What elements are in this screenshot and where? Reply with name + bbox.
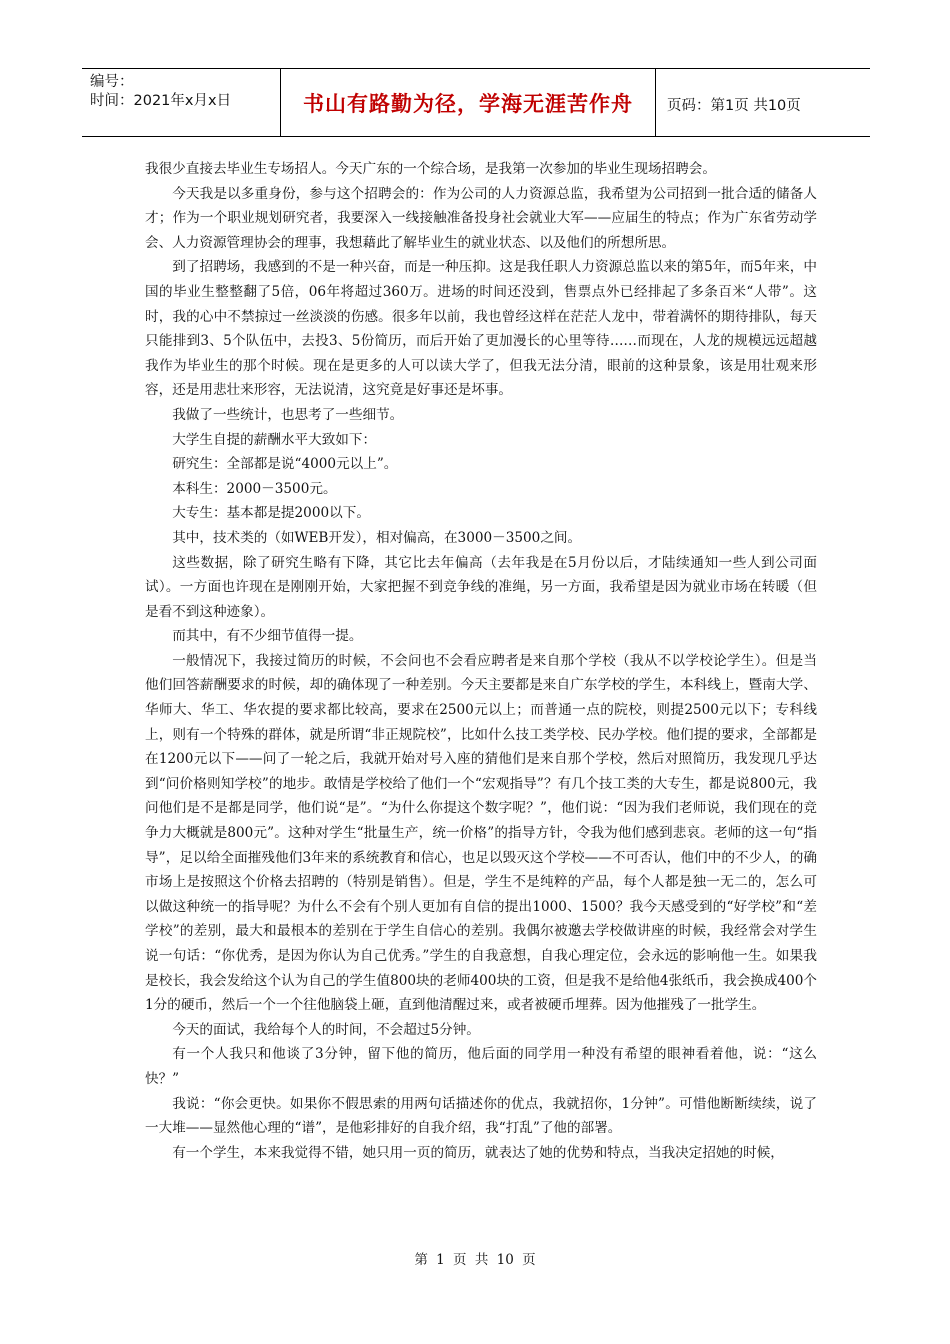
paragraph: 今天的面试，我给每个人的时间，不会超过5分钟。 bbox=[172, 1021, 480, 1038]
paragraph: 我很少直接去毕业生专场招人。今天广东的一个综合场，是我第一次参加的毕业生现场招聘会。 bbox=[145, 161, 716, 177]
paragraph: 我说：“你会更快。如果你不假思索的用两句话描述你的优点，我就招你，1分钟”。可惜他断断续续，说了一大堆——显然他心理的“谱”，是他彩排好的自我介绍，我“打乱”了他的部署。 bbox=[145, 1095, 817, 1137]
paragraph: 有一个学生，本来我觉得不错，她只用一页的简历，就表达了她的优势和特点，当我决定招她的时候， bbox=[172, 1144, 784, 1161]
paragraph: 其中，技术类的（如WEB开发），相对偏高，在3000－3500之间。 bbox=[172, 529, 582, 546]
paragraph: 大专生：基本都是提2000以下。 bbox=[172, 505, 370, 522]
paragraph: 研究生：全部都是说“4000元以上”。 bbox=[172, 456, 398, 473]
header-meta bbox=[90, 73, 280, 111]
paragraph: 而其中，有不少细节值得一提。 bbox=[172, 628, 363, 645]
paragraph: 今天我是以多重身份，参与这个招聘会的：作为公司的人力资源总监，我希望为公司招到一批合适的储备人才；作为一个职业规划研究者，我要深入一线接触准备投身社会就业大军——应届生的特点；作为广东省劳动学会、人力资源管理协会的理事，我想藉此了解毕业生的就业状态、以及他们的所想所思。 bbox=[145, 185, 817, 251]
paragraph: 大学生自提的薪酬水平大致如下： bbox=[172, 431, 377, 448]
page-header bbox=[82, 68, 870, 137]
page-footer: 第 1 页 共 10 页 bbox=[414, 1252, 536, 1268]
document-date: 时间：2021年x月x日 bbox=[90, 93, 232, 109]
header-page-info: 页码：第1页 共10页 bbox=[667, 98, 801, 114]
document-body bbox=[145, 157, 817, 1165]
document-number-label: 编号： bbox=[90, 74, 134, 90]
header-divider bbox=[655, 69, 656, 136]
paragraph: 一般情况下，我接过简历的时候，不会问也不会看应聘者是来自那个学校（我从不以学校论学生）。但是当他们回答薪酬要求的时候，却的确体现了一种差别。今天主要都是来自广东学校的学生，本科线上，暨南大学、华师大、华工、华农提的要求都比较高，要求在2500元以上；而普通一点的院校，则提2500元以下；专科线上，则有一个特殊的群体，就是所谓“非正规院校”，比如什么技工类学校、民办学校。他们提的要求，全部都是在1200元以下——问了一轮之后，我就开始对号入座的猜他们是来自那个学校，然后对照简历，我发现几乎达到“问价格则知学校”的地步。敢情是学校给了他们一个“宏观指导”？有几个技工类的大专生，都是说800元，我问他们是不是都是同学，他们说“是”。“为什么你提这个数字呢？”，他们说：“因为我们老师说，我们现在的竞争力大概就是800元”。这种对学生“批量生产，统一价格”的指导方针，令我为他们感到悲哀。老师的这一句“指导”，足以给全面摧残他们3年来的系统教育和信心，也足以毁灭这个学校——不可否认，他们中的不少人，的确市场上是按照这个价格去招聘的（特别是销售）。但是，学生不是纯粹的产品，每个人都是独一无二的，怎么可以做这种统一的指导呢？为什么不会有个别人更加有自信的提出1000、1500？我今天感受到的“好学校”和“差学校”的差别，最大和最根本的差别在于学生自信心的差别。我偶尔被邀去学校做讲座的时候，我经常会对学生说一句话：“你优秀，是因为你认为自己优秀。”学生的自我意想，自我心理定位，会永远的影响他一生。如果我是校长，我会发给这个认为自己的学生值800块的老师400块的工资，但是我不是给他4张纸币，我会换成400个1分的硬币，然后一个一个往他脑袋上砸，直到他清醒过来，或者被硬币埋葬。因为他摧残了一批学生。 bbox=[145, 652, 817, 1014]
header-motto: 书山有路勤为径，学海无涯苦作舟 bbox=[303, 91, 633, 116]
paragraph: 这些数据，除了研究生略有下降，其它比去年偏高（去年我是在5月份以后，才陆续通知一些人到公司面试）。一方面也许现在是刚刚开始，大家把握不到竞争线的准绳，另一方面，我希望是因为就业市场在转暖（但是看不到这种迹象）。 bbox=[145, 554, 817, 620]
paragraph: 有一个人我只和他谈了3分钟，留下他的简历，他后面的同学用一种没有希望的眼神看着他，说：“这么快？” bbox=[145, 1046, 817, 1087]
paragraph: 我做了一些统计，也思考了一些细节。 bbox=[172, 406, 404, 423]
paragraph: 到了招聘场，我感到的不是一种兴奋，而是一种压抑。这是我任职人力资源总监以来的第5年，而5年来，中国的毕业生整整翻了5倍，06年将超过360万。进场的时间还没到，售票点外已经排起了多条百米“人带”。这时，我的心中不禁掠过一丝淡淡的伤感。很多年以前，我也曾经这样在茫茫人龙中，带着满怀的期待排队，每天只能排到3、5个队伍中，去投3、5份简历，而后开始了更加漫长的心里等待……而现在，人龙的规模远远超越我作为毕业生的那个时候。现在是更多的人可以读大学了，但我无法分清，眼前的这种景象，该是用壮观来形容，还是用悲壮来形容，无法说清，这究竟是好事还是坏事。 bbox=[145, 259, 817, 399]
paragraph: 本科生：2000－3500元。 bbox=[172, 480, 337, 497]
